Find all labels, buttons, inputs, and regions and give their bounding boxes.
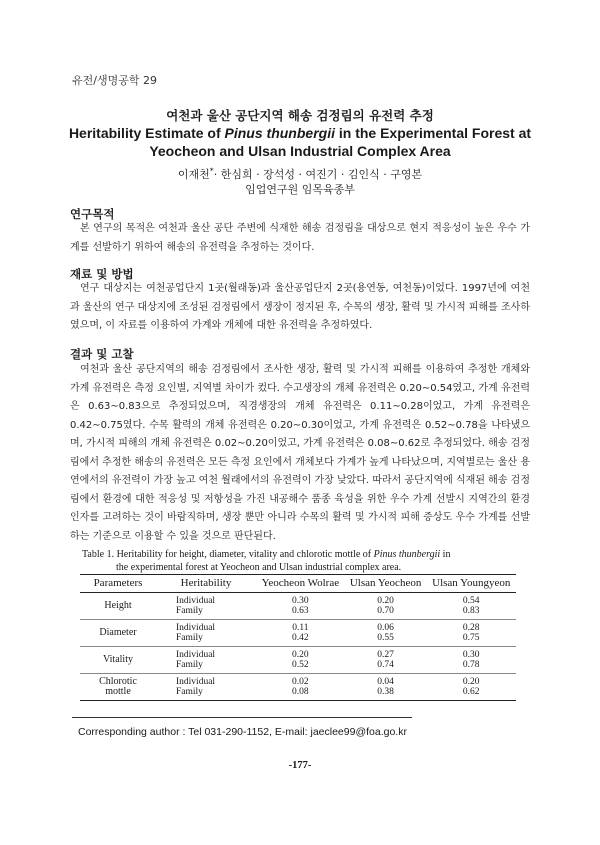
herit-individual: Individual xyxy=(176,650,216,660)
herit-individual: Individual xyxy=(176,623,216,633)
value: 0.55 xyxy=(377,633,394,643)
value: 0.27 xyxy=(377,650,394,660)
param-cell xyxy=(80,647,156,674)
value: 0.38 xyxy=(377,687,394,697)
title-korean: 여천과 울산 공단지역 해송 검정림의 유전력 추정 xyxy=(166,108,434,123)
value-cell xyxy=(426,674,516,701)
running-head: 유전/생명공학 29 xyxy=(72,74,157,87)
title-english xyxy=(40,124,560,160)
param-name-line2: mottle xyxy=(105,686,131,697)
header-yeocheon-wolrae: Yeocheon Wolrae xyxy=(256,575,345,593)
title-english-species: Pinus thunbergii xyxy=(224,125,335,141)
caption-part1: Table 1. Heritability for height, diameter, vitality and chlorotic mottle of xyxy=(82,549,374,560)
header-ulsan-yeocheon: Ulsan Yeocheon xyxy=(345,575,427,593)
param-name: Vitality xyxy=(103,654,133,665)
value: 0.70 xyxy=(377,606,394,616)
value: 0.52 xyxy=(292,660,309,670)
value: 0.11 xyxy=(292,623,309,633)
value: 0.08 xyxy=(292,687,309,697)
value-cell xyxy=(426,647,516,674)
table-row xyxy=(80,674,516,701)
section-body-methods xyxy=(70,280,530,336)
table-caption xyxy=(82,548,522,574)
value-cell xyxy=(345,647,427,674)
section-body-purpose xyxy=(70,220,530,257)
value: 0.54 xyxy=(462,596,480,606)
affiliation: 임업연구원 임목육종부 xyxy=(245,183,355,196)
header-heritability: Heritability xyxy=(156,575,256,593)
section-heading-purpose: 연구목적 xyxy=(70,207,115,221)
param-name: Diameter xyxy=(99,627,137,638)
table-row xyxy=(80,593,516,620)
value: 0.28 xyxy=(462,623,480,633)
value-cell xyxy=(256,620,345,647)
herit-family: Family xyxy=(176,660,203,670)
value: 0.83 xyxy=(462,606,480,616)
herit-individual: Individual xyxy=(176,596,216,606)
page-number: -177- xyxy=(288,760,312,771)
value-cell xyxy=(345,674,427,701)
header-parameters: Parameters xyxy=(80,575,156,593)
value-cell xyxy=(426,593,516,620)
caption-line2: the experimental forest at Yeocheon and Ulsan industrial complex area. xyxy=(116,562,402,573)
value: 0.63 xyxy=(292,606,309,616)
footnote-divider xyxy=(72,717,412,718)
param-name: Height xyxy=(104,600,132,611)
purpose-text: 본 연구의 목적은 여천과 울산 공단 주변에 식재한 해송 검정림을 대상으로 현지 적응성이 높은 우수 가계를 선발하기 위하여 해송의 유전력을 추정하는 것이다. xyxy=(70,223,530,253)
value: 0.20 xyxy=(377,596,394,606)
value: 0.30 xyxy=(462,650,480,660)
value-cell xyxy=(256,674,345,701)
value: 0.30 xyxy=(292,596,309,606)
title-english-part1: Heritability Estimate of xyxy=(68,125,225,141)
herit-individual: Individual xyxy=(176,677,216,687)
other-authors: · 한심희 · 장석성 · 여진기 · 김인식 · 구영본 xyxy=(213,168,423,181)
value: 0.62 xyxy=(462,687,480,697)
methods-text: 연구 대상지는 여천공업단지 1곳(월래동)과 울산공업단지 2곳(용연동, 여천동)이었다. 1997년에 여천과 울산의 연구 대상지에 조성된 검정림에서 생장이 정지된 후, 수목의 생장, 활력 및 가시적 피해를 조사하였으며, 이 자료를 이용하여 가계와 개체에 대한 유전력을 추정하였다. xyxy=(70,283,530,331)
title-english-part2: in the Experimental Forest at Yeocheon and Ulsan Industrial Complex Area xyxy=(149,125,532,159)
caption-part2: in xyxy=(440,549,451,560)
herit-family: Family xyxy=(176,687,203,697)
param-cell xyxy=(80,674,156,701)
results-text: 여천과 울산 공단지역의 해송 검정림에서 조사한 생장, 활력 및 가시적 피해를 이용하여 추정한 개체와 가계 유전력은 측정 요인별, 지역별 차이가 컸다. 수고생장의 개체 유전력은 0.20∼0.54였고, 가계 유전력은 0.63∼0.83으로 추정되었으며, 직경생장의 개체 유전력은 0.11∼0.28이었고, 가계 유전력은 0.42∼0.75였다. 수목 활력의 개체 유전력은 0.20∼0.30이었고, 가계 유전력은 0.52∼0.78을 나타냈으며, 가시적 피해의 개체 유전력은 0.02∼0.20이었고, 가계 유전력은 0.08∼0.62로 추정되었다. 해송 검정림에서 추정한 해송의 유전력은 모든 측정 요인에서 개체보다 가계가 높게 나타났으며, 지역별로는 울산 용연에서의 유전력이 가장 높고 여천 월래에서의 유전력이 가장 낮았다. 따라서 공단지역에 식재된 해송 검정림에서 환경에 대한 적응성 및 저항성을 가진 내공해수 품종 육성을 위한 우수 가계 선발시 지역간의 환경인자를 고려하는 것이 바람직하며, 생장 뿐만 아니라 수목의 활력 및 가시적 피해 증상도 우수 가계를 선발하는 기준으로 이용할 수 있을 것으로 판단된다. xyxy=(70,364,530,542)
value: 0.06 xyxy=(377,623,394,633)
corresponding-mark: * xyxy=(209,166,214,176)
value: 0.20 xyxy=(292,650,309,660)
table-row xyxy=(80,647,516,674)
herit-family: Family xyxy=(176,606,203,616)
value: 0.20 xyxy=(462,677,480,687)
author-list xyxy=(0,166,600,182)
value-cell xyxy=(256,593,345,620)
value: 0.78 xyxy=(462,660,480,670)
value: 0.42 xyxy=(292,633,309,643)
first-author: 이재천 xyxy=(177,168,210,181)
value: 0.02 xyxy=(292,677,309,687)
heritability-cell xyxy=(156,647,256,674)
header-ulsan-youngyeon: Ulsan Youngyeon xyxy=(426,575,516,593)
heritability-cell xyxy=(156,593,256,620)
heritability-cell xyxy=(156,674,256,701)
param-cell xyxy=(80,620,156,647)
param-cell xyxy=(80,593,156,620)
section-heading-results: 결과 및 고찰 xyxy=(70,347,134,361)
value: 0.75 xyxy=(462,633,480,643)
footnote: Corresponding author : Tel 031-290-1152, E-mail: jaeclee99@foa.go.kr xyxy=(78,726,407,738)
value-cell xyxy=(345,620,427,647)
param-name: Chlorotic xyxy=(99,676,137,687)
value-cell xyxy=(345,593,427,620)
caption-species: Pinus thunbergii xyxy=(373,549,441,560)
section-body-results xyxy=(70,361,530,546)
value-cell xyxy=(426,620,516,647)
value: 0.74 xyxy=(377,660,394,670)
table-row xyxy=(80,620,516,647)
heritability-cell xyxy=(156,620,256,647)
value-cell xyxy=(256,647,345,674)
value: 0.04 xyxy=(377,677,394,687)
table-header-row xyxy=(80,575,516,593)
section-heading-methods: 재료 및 방법 xyxy=(70,267,134,281)
herit-family: Family xyxy=(176,633,203,643)
heritability-table xyxy=(80,574,516,701)
